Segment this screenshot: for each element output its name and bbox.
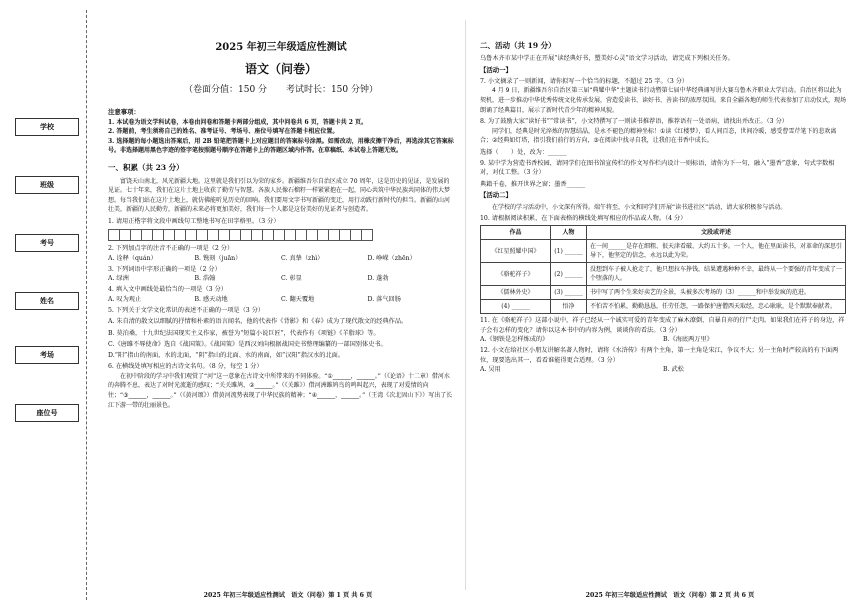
- question-9: 9. 某中学为营造书香校园，请同学们在图书馆宣传栏的作文写作栏内设计一则标语，请你为下一句，融入“墨香”意象，句式字数相对，对仗工整。（3 分）: [480, 160, 835, 177]
- name-field[interactable]: 姓名: [15, 292, 79, 310]
- binding-dash-line: [86, 10, 87, 600]
- question-10: 10. 请根据阅读积累，在下面表格的横线处填写相应的作品或人物。（4 分）: [480, 215, 687, 223]
- notice-item: 2. 答题前，考生须将自己的姓名、准考证号、考场号、座位号填写在答题卡相应位置。: [108, 128, 339, 136]
- question-7: 7. 小文摘录了一则新闻，请你拟写一个恰当的标题，不超过 25 字。（3 分）: [480, 78, 689, 86]
- option-a[interactable]: A. 朱自清的散文以细腻的抒情和朴素的语言闻名，他的代表作《背影》和《春》成为了现代散文的经典作品。: [108, 318, 408, 326]
- question-4: 4. 填入文中画线处最恰当的一项是（3 分）: [108, 286, 227, 294]
- notice-block: [108, 108, 454, 156]
- question-12-options: [480, 365, 846, 374]
- notice-item: 3. 选择题的每小题选出答案后，用 2B 铅笔把答题卡上对应题目的答案标号涂黑。如需改动，用橡皮擦干净后，再选涂其它答案标号。非选择题用黑色字迹的签字笔按照题号顺序在答题卡上的答题区域内作答。在草稿纸、本试卷上答题无效。: [108, 137, 454, 154]
- activity-two-heading: 【活动二】: [480, 190, 512, 199]
- option-b[interactable]: B. 武松: [663, 365, 684, 373]
- person-cell: 悟净: [551, 300, 587, 314]
- option-b[interactable]: B. 感天动地: [194, 295, 228, 303]
- option-b[interactable]: B. 镌刻（juān）: [194, 254, 242, 262]
- desc-cell: 在一间______是存在细粗、很天津看破、大约五十多。一个人，他在里面读书，对革命的深思引导下，他坚定的信念，永远以此为荣。: [587, 240, 846, 263]
- desc-cell: 不怕苦不怕累，勤勤恳恳，任劳任怨，一路保护唐僧西天取经，忠心耿耿，是个默默奉献者。: [587, 300, 846, 314]
- option-d[interactable]: D. 落气回肠: [367, 295, 401, 303]
- activity-two-text: 在学校的学习活动中，小文深有所得。端午将至，小文和同学们开展“读书进社区”活动，请大家积极参与活动。: [492, 203, 787, 211]
- option-a[interactable]: A. 诠释（quán）: [108, 254, 157, 262]
- notice-item: 1. 本试卷为语文学科试卷，本卷由问卷和答题卡两部分组成，其中问卷共 6 页，答题卡共 2 页。: [108, 119, 368, 127]
- option-b[interactable]: B.《海底两万里》: [663, 336, 713, 343]
- person-cell[interactable]: (2) ______: [551, 263, 587, 286]
- page-two: [470, 0, 850, 608]
- page-footer: 2025 年初三年级适应性测试 语文（问卷）第 2 页 共 6 页: [585, 591, 755, 599]
- school-field[interactable]: 学校: [15, 118, 79, 136]
- section-heading: 二、活动（共 19 分）: [480, 41, 556, 50]
- question-6-text: 在初中阶段的学习中我们观赏了“河”这一意象在古诗文中所带来的不同体验。“①______，______。”（《论语》十二章）借河水的奔腾不息，表达了对时光流逝的感叹；“关关雎鸠，②______。”（《关雎》）借河洲雎鸠鸟的鸣叫起兴，表现了对爱情的向往；“③______，______。”（《黄河颂》）借黄河流势表现了中华民族的精神；“④______，______。”（王湾《次北固山下》）写出了长江下游一带的壮丽景色。: [108, 372, 453, 409]
- question-9-answer[interactable]: 典籍千卷，推开世界之窗；墨香______: [480, 180, 586, 188]
- option-a[interactable]: A. 绿洲: [108, 275, 129, 283]
- table-row: [481, 240, 846, 263]
- activity-intro: 乌鲁木齐市某中学正在开展“读经典好书，塑美好心灵”语文学习活动，请完成下列相关任务。: [480, 55, 734, 63]
- person-cell[interactable]: (1) ______: [551, 240, 587, 263]
- binding-strip: [0, 0, 95, 608]
- page-one: [100, 0, 460, 608]
- question-1: 1. 请用正楷字将文段中画线句工整地书写在田字格里。（3 分）: [108, 217, 280, 225]
- desc-cell: 没想到车子被人抢走了，他只想拉车挣钱，结果遭遇种种不幸，最终从一个要强的青年变成了一个堕落的人。: [587, 263, 846, 286]
- table-header-row: [481, 226, 846, 240]
- grid-cell[interactable]: [361, 229, 373, 241]
- section-heading: 一、积累（共 23 分）: [108, 163, 184, 173]
- question-3: 3. 下列词语中字形正确的一项是（2 分）: [108, 265, 221, 273]
- score-full: （卷面分值：150 分: [184, 85, 268, 95]
- option-c[interactable]: C. 真挚（zhì）: [281, 254, 324, 262]
- column-header: 文段或评述: [587, 226, 846, 240]
- writing-grid[interactable]: [108, 229, 454, 241]
- reading-passage: 富饶天山南北，风光新疆大地。这里就是我们引以为荣的家乡。新疆维吾尔自治区成立 70 周年，这是历史的见证，是发展的见证。七十年来，我们在这片土地上收获了勤劳与智慧。各族人民像石榴籽一样紧紧抱在一起，同心共筑中华民族共同体的伟大梦想。每当我们站在这片土地上，就仿佛能听见历史的回响。我们要用文字书写新疆的变迁，用行动践行新时代的担当。新疆的山河壮美，新疆的人民勤劳，新疆的未来必将更加美好，我们每一个人都是这份美好的见证者与创造者。: [108, 177, 451, 214]
- question-6: 6. 在横线处填写相应的古诗文名句。（8 分，每空 1 分）: [108, 363, 263, 371]
- option-c[interactable]: C.《唐雎不辱使命》选自《战国策》。《战国策》是西汉刘向根据战国史书整理编纂的一部国别体史书。: [108, 340, 387, 348]
- question-12: 12. 小文在给社区小朋友讲解名著人物时，请将《水浒传》有两个主角，第一主角是宋江，争议不大；另一主角时严较高的有下面两位，现要选出其一，看看谁能得更合适理。（3 分）: [480, 347, 839, 364]
- question-2: 2. 下列加点字的注音不正确的一项是（2 分）: [108, 245, 234, 253]
- question-11: 11. 在《骆驼祥子》这部小说中，祥子已经从一个诚实可爱的青年变成了麻木潦倒、自暴自弃的行尸走肉。如果我们在祥子的身边，祥子会有怎样的变化？请你以这本书中的内容为例，谈谈你的看法。（3 分）: [480, 317, 845, 334]
- question-5: 5. 下列关于文学文化常识的表述不正确的一项是（3 分）: [108, 307, 265, 314]
- table-row: [481, 263, 846, 286]
- time-limit: 考试时长：150 分钟）: [285, 85, 378, 95]
- question-2-options: [108, 254, 454, 263]
- option-c[interactable]: C. 彰显: [281, 275, 302, 283]
- option-a[interactable]: A. 吴用: [480, 365, 501, 373]
- news-passage: 4 月 9 日，新疆维吾尔自治区第三届“典耀中华”主题读书行动暨第七届中华经典诵写讲大赛乌鲁木齐职业大学启动。自治区将以此为契机，进一步推动中华优秀传统文化传承发展，营造爱读书、读好书、善读书的浓厚氛围。来自全疆各地的师生代表参加了启动仪式，现场朗诵了经典篇目，展示了新时代青少年的精神风貌。: [480, 87, 847, 114]
- work-cell: 《儒林外史》: [481, 286, 551, 300]
- page-divider: [465, 20, 466, 590]
- table-row: [481, 300, 846, 314]
- option-d[interactable]: D.“阳”指山的南面、水的北面，“阴”指山的北面、水的南面，如“汉阳”指汉水的北面。: [108, 352, 345, 360]
- option-b[interactable]: B. 莫泊桑，十九世纪法国现实主义作家，被誉为“短篇小说巨匠”，代表作有《项链》《羊脂球》等。: [108, 329, 380, 337]
- works-table: [480, 225, 846, 314]
- option-a[interactable]: A.《钢铁是怎样炼成的》: [480, 336, 549, 343]
- table-row: [481, 286, 846, 300]
- person-cell[interactable]: (3) ______: [551, 286, 587, 300]
- option-c[interactable]: C. 翻天覆地: [281, 295, 315, 303]
- seat-number-field[interactable]: 座位号: [15, 404, 79, 422]
- question-3-options: [108, 274, 454, 283]
- work-cell[interactable]: (4) ______: [481, 300, 551, 314]
- work-cell: 《骆驼祥子》: [481, 263, 551, 286]
- question-8-text: 同学们，经典是时光淬炼的智慧结晶，是永不褪色的精神坐标！①读《红楼梦》，看人间百态，世间冷暖，感受曹雪芹笔下的悲欢离合；②经典如灯塔，指引我们前行的方向，③在阅读中找寻自我，让我们在书香中成长。: [480, 127, 837, 145]
- option-d[interactable]: D. 蓬勃: [367, 275, 389, 283]
- question-11-options: [480, 335, 846, 344]
- exam-title: 2025 年初三年级适应性测试: [215, 42, 347, 53]
- question-8: 8. 为了鼓励大家“读好书”“常读书”，小文特撰写了一则读书推荐语，推荐语有一处语病，请找出并改正。（3 分）: [480, 118, 788, 126]
- class-field[interactable]: 班级: [15, 176, 79, 194]
- exam-number-field[interactable]: 考号: [15, 234, 79, 252]
- question-8-answer[interactable]: 选择（ ）处，改为：______: [480, 148, 567, 156]
- column-header: 作品: [481, 226, 551, 240]
- activity-one-heading: 【活动一】: [480, 65, 512, 74]
- notice-heading: 注意事项：: [108, 107, 140, 116]
- question-4-options: [108, 295, 454, 304]
- page-footer: 2025 年初三年级适应性测试 语文（问卷）第 1 页 共 6 页: [203, 591, 373, 599]
- desc-cell: 书中写了两个生来好卖艺的全景，头被多次考场的（3）______和中举发疯的范进。: [587, 286, 846, 300]
- subject-title: 语文（问卷）: [244, 62, 317, 76]
- score-line: [108, 84, 454, 98]
- option-b[interactable]: B. 浩翰: [194, 275, 216, 283]
- work-cell: 《红星照耀中国》: [481, 240, 551, 263]
- exam-room-field[interactable]: 考场: [15, 346, 79, 364]
- column-header: 人物: [551, 226, 587, 240]
- option-a[interactable]: A. 叹为观止: [108, 295, 142, 303]
- option-d[interactable]: D. 峥嵘（zhēn）: [367, 254, 416, 262]
